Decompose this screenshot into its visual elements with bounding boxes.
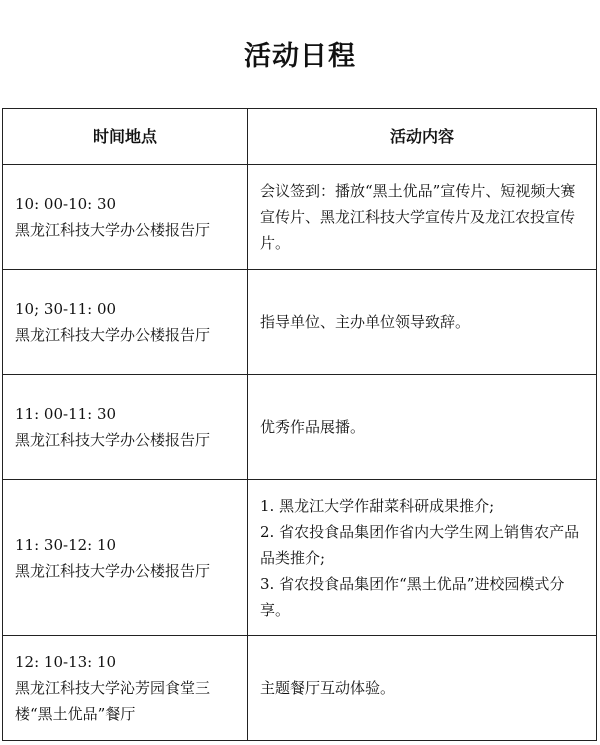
schedule-table (2, 108, 597, 741)
time-place-cell (3, 636, 248, 741)
time-text: 12: 10-13: 10 (15, 653, 117, 671)
table-row (3, 375, 597, 480)
header-activity-content: 活动内容 (248, 109, 597, 165)
time-text: 10; 30-11: 00 (15, 300, 117, 318)
place-text: 黑龙江科技大学办公楼报告厅 (15, 326, 211, 344)
time-text: 11: 30-12: 10 (15, 535, 117, 554)
content-item: 会议签到：播放“黑土优品”宣传片、短视频大赛宣传片、黑龙江科技大学宣传片及龙江农投宣传片。 (260, 182, 576, 252)
content-cell (248, 270, 597, 375)
content-cell (248, 375, 597, 480)
time-place-cell (3, 480, 248, 636)
place-text: 黑龙江科技大学办公楼报告厅 (15, 221, 211, 239)
time-place-cell (3, 375, 248, 480)
content-item: 主题餐厅互动体验。 (260, 679, 396, 697)
place-text: 黑龙江科技大学办公楼报告厅 (15, 561, 211, 580)
table-row (3, 165, 597, 270)
content-item: 2. 省农投食品集团作省内大学生网上销售农产品品类推介; (260, 522, 580, 567)
header-time-place: 时间地点 (3, 109, 248, 165)
table-row (3, 480, 597, 636)
content-item: 3. 省农投食品集团作“黑土优品”进校园模式分享。 (260, 574, 565, 619)
time-text: 10: 00-10: 30 (15, 195, 117, 213)
time-text: 11: 00-11: 30 (15, 405, 117, 423)
place-text: 黑龙江科技大学办公楼报告厅 (15, 431, 211, 449)
document-title: 活动日程 (244, 41, 356, 72)
content-item: 优秀作品展播。 (260, 418, 366, 436)
content-cell (248, 636, 597, 741)
time-place-cell (3, 165, 248, 270)
content-item: 指导单位、主办单位领导致辞。 (260, 313, 471, 331)
content-item: 1. 黑龙江大学作甜菜科研成果推介; (260, 496, 495, 515)
table-header-row (3, 109, 597, 165)
table-row (3, 636, 597, 741)
content-cell (248, 480, 597, 636)
table-row (3, 270, 597, 375)
place-text: 黑龙江科技大学沁芳园食堂三楼“黑土优品”餐厅 (15, 679, 211, 723)
content-cell (248, 165, 597, 270)
time-place-cell (3, 270, 248, 375)
